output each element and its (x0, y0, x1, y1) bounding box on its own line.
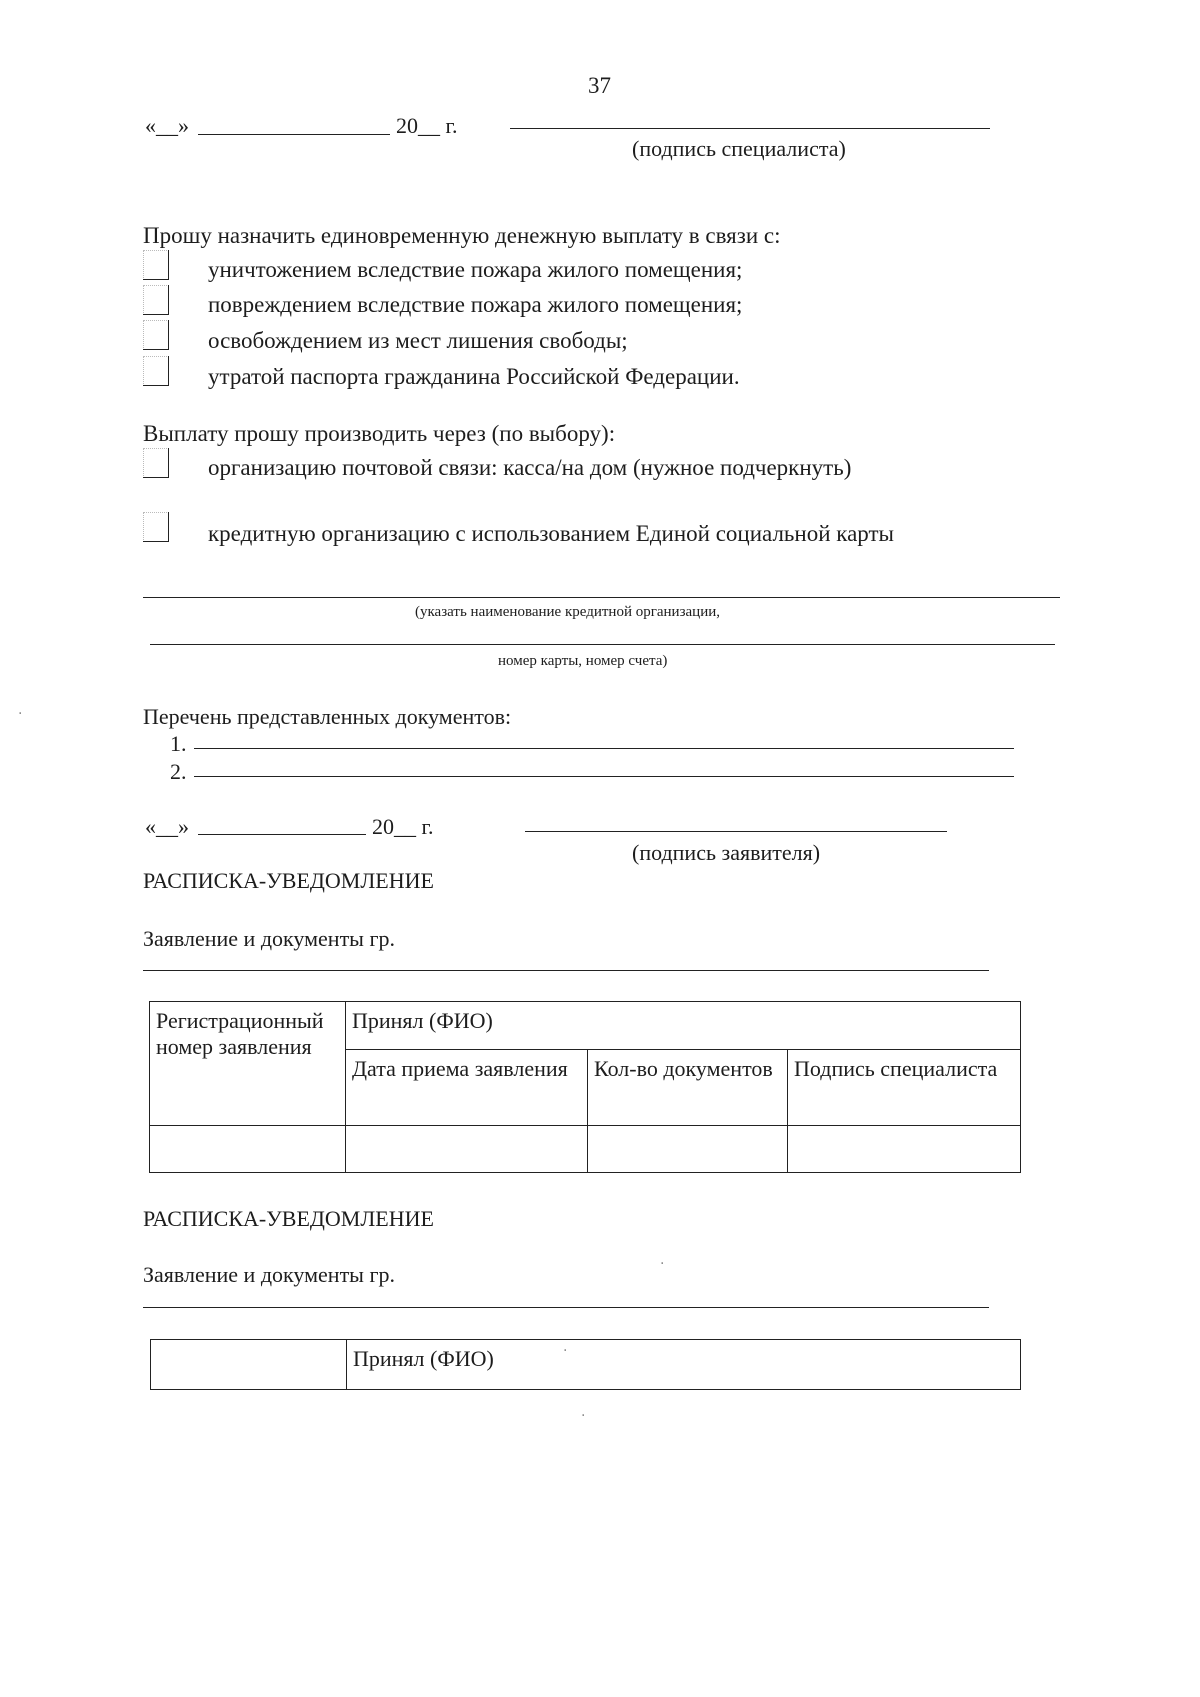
date-received-header: Дата приема заявления (346, 1050, 588, 1126)
top-date-year: 20__ г. (396, 113, 458, 138)
signature-cell[interactable] (788, 1126, 1021, 1173)
document-item-line[interactable] (194, 748, 1014, 749)
bottom-date-month-line[interactable] (198, 834, 366, 835)
document-item-number: 2. (170, 759, 187, 784)
receipt-registration-table (149, 1001, 1021, 1173)
top-date-month-line[interactable] (198, 134, 390, 135)
checkbox-fire-destruction[interactable] (143, 250, 169, 280)
option-credit-organization: кредитную организацию с использованием Единой социальной карты (208, 521, 895, 546)
top-date-day: «__» (145, 113, 189, 138)
checkbox-release-from-prison[interactable] (143, 320, 169, 350)
docs-count-header: Кол-во документов (588, 1050, 788, 1126)
checkbox-credit-organization[interactable] (143, 512, 169, 542)
date-received-cell[interactable] (346, 1126, 588, 1173)
document-item-number: 1. (170, 731, 187, 756)
accepted-by-header: Принял (ФИО) (347, 1340, 1021, 1390)
option-fire-destruction: уничтожением вследствие пожара жилого помещения; (208, 257, 743, 282)
option-postal-service: организацию почтовой связи: касса/на дом (нужное подчеркнуть) (208, 455, 852, 480)
scan-speck: · (18, 706, 23, 722)
payment-method-heading: Выплату прошу производить через (по выбору): (143, 421, 616, 446)
card-number-line[interactable] (150, 644, 1055, 645)
credit-org-caption: (указать наименование кредитной организации, (415, 604, 720, 620)
checkbox-passport-loss[interactable] (143, 356, 169, 386)
specialist-signature-caption: (подпись специалиста) (632, 136, 846, 161)
receipt-statement: Заявление и документы гр. (143, 926, 395, 951)
docs-count-cell[interactable] (588, 1126, 788, 1173)
option-release-from-prison: освобождением из мест лишения свободы; (208, 328, 628, 353)
scan-speck: · (660, 1256, 665, 1272)
option-passport-loss: утратой паспорта гражданина Российской Федерации. (208, 364, 740, 389)
receipt-registration-table (150, 1339, 1021, 1390)
reg-number-header: Регистрационный номер заявления (150, 1002, 346, 1126)
accepted-by-header: Принял (ФИО) (346, 1002, 1021, 1050)
scan-speck: · (581, 1408, 586, 1424)
specialist-signature-line[interactable] (510, 128, 990, 129)
checkbox-fire-damage[interactable] (143, 285, 169, 315)
option-fire-damage: повреждением вследствие пожара жилого помещения; (208, 292, 743, 317)
scan-speck: · (563, 1343, 568, 1359)
reg-number-cell[interactable] (150, 1126, 346, 1173)
applicant-signature-caption: (подпись заявителя) (632, 840, 821, 865)
receipt-statement: Заявление и документы гр. (143, 1262, 395, 1287)
receipt-title: РАСПИСКА-УВЕДОМЛЕНИЕ (143, 868, 434, 893)
receipt-citizen-line[interactable] (143, 1307, 989, 1308)
reg-number-cell[interactable] (151, 1340, 347, 1390)
documents-heading: Перечень представленных документов: (143, 704, 512, 729)
applicant-signature-line[interactable] (525, 831, 947, 832)
bottom-date-day: «__» (145, 814, 189, 839)
bottom-date-year: 20__ г. (372, 814, 434, 839)
receipt-title: РАСПИСКА-УВЕДОМЛЕНИЕ (143, 1206, 434, 1231)
page-number: 37 (588, 73, 611, 98)
card-number-caption: номер карты, номер счета) (498, 653, 668, 669)
payment-request-heading: Прошу назначить единовременную денежную выплату в связи с: (143, 223, 781, 248)
document-item-line[interactable] (194, 776, 1014, 777)
checkbox-postal-service[interactable] (143, 448, 169, 478)
credit-org-name-line[interactable] (143, 597, 1060, 598)
signature-header: Подпись специалиста (788, 1050, 1021, 1126)
receipt-citizen-line[interactable] (143, 970, 989, 971)
